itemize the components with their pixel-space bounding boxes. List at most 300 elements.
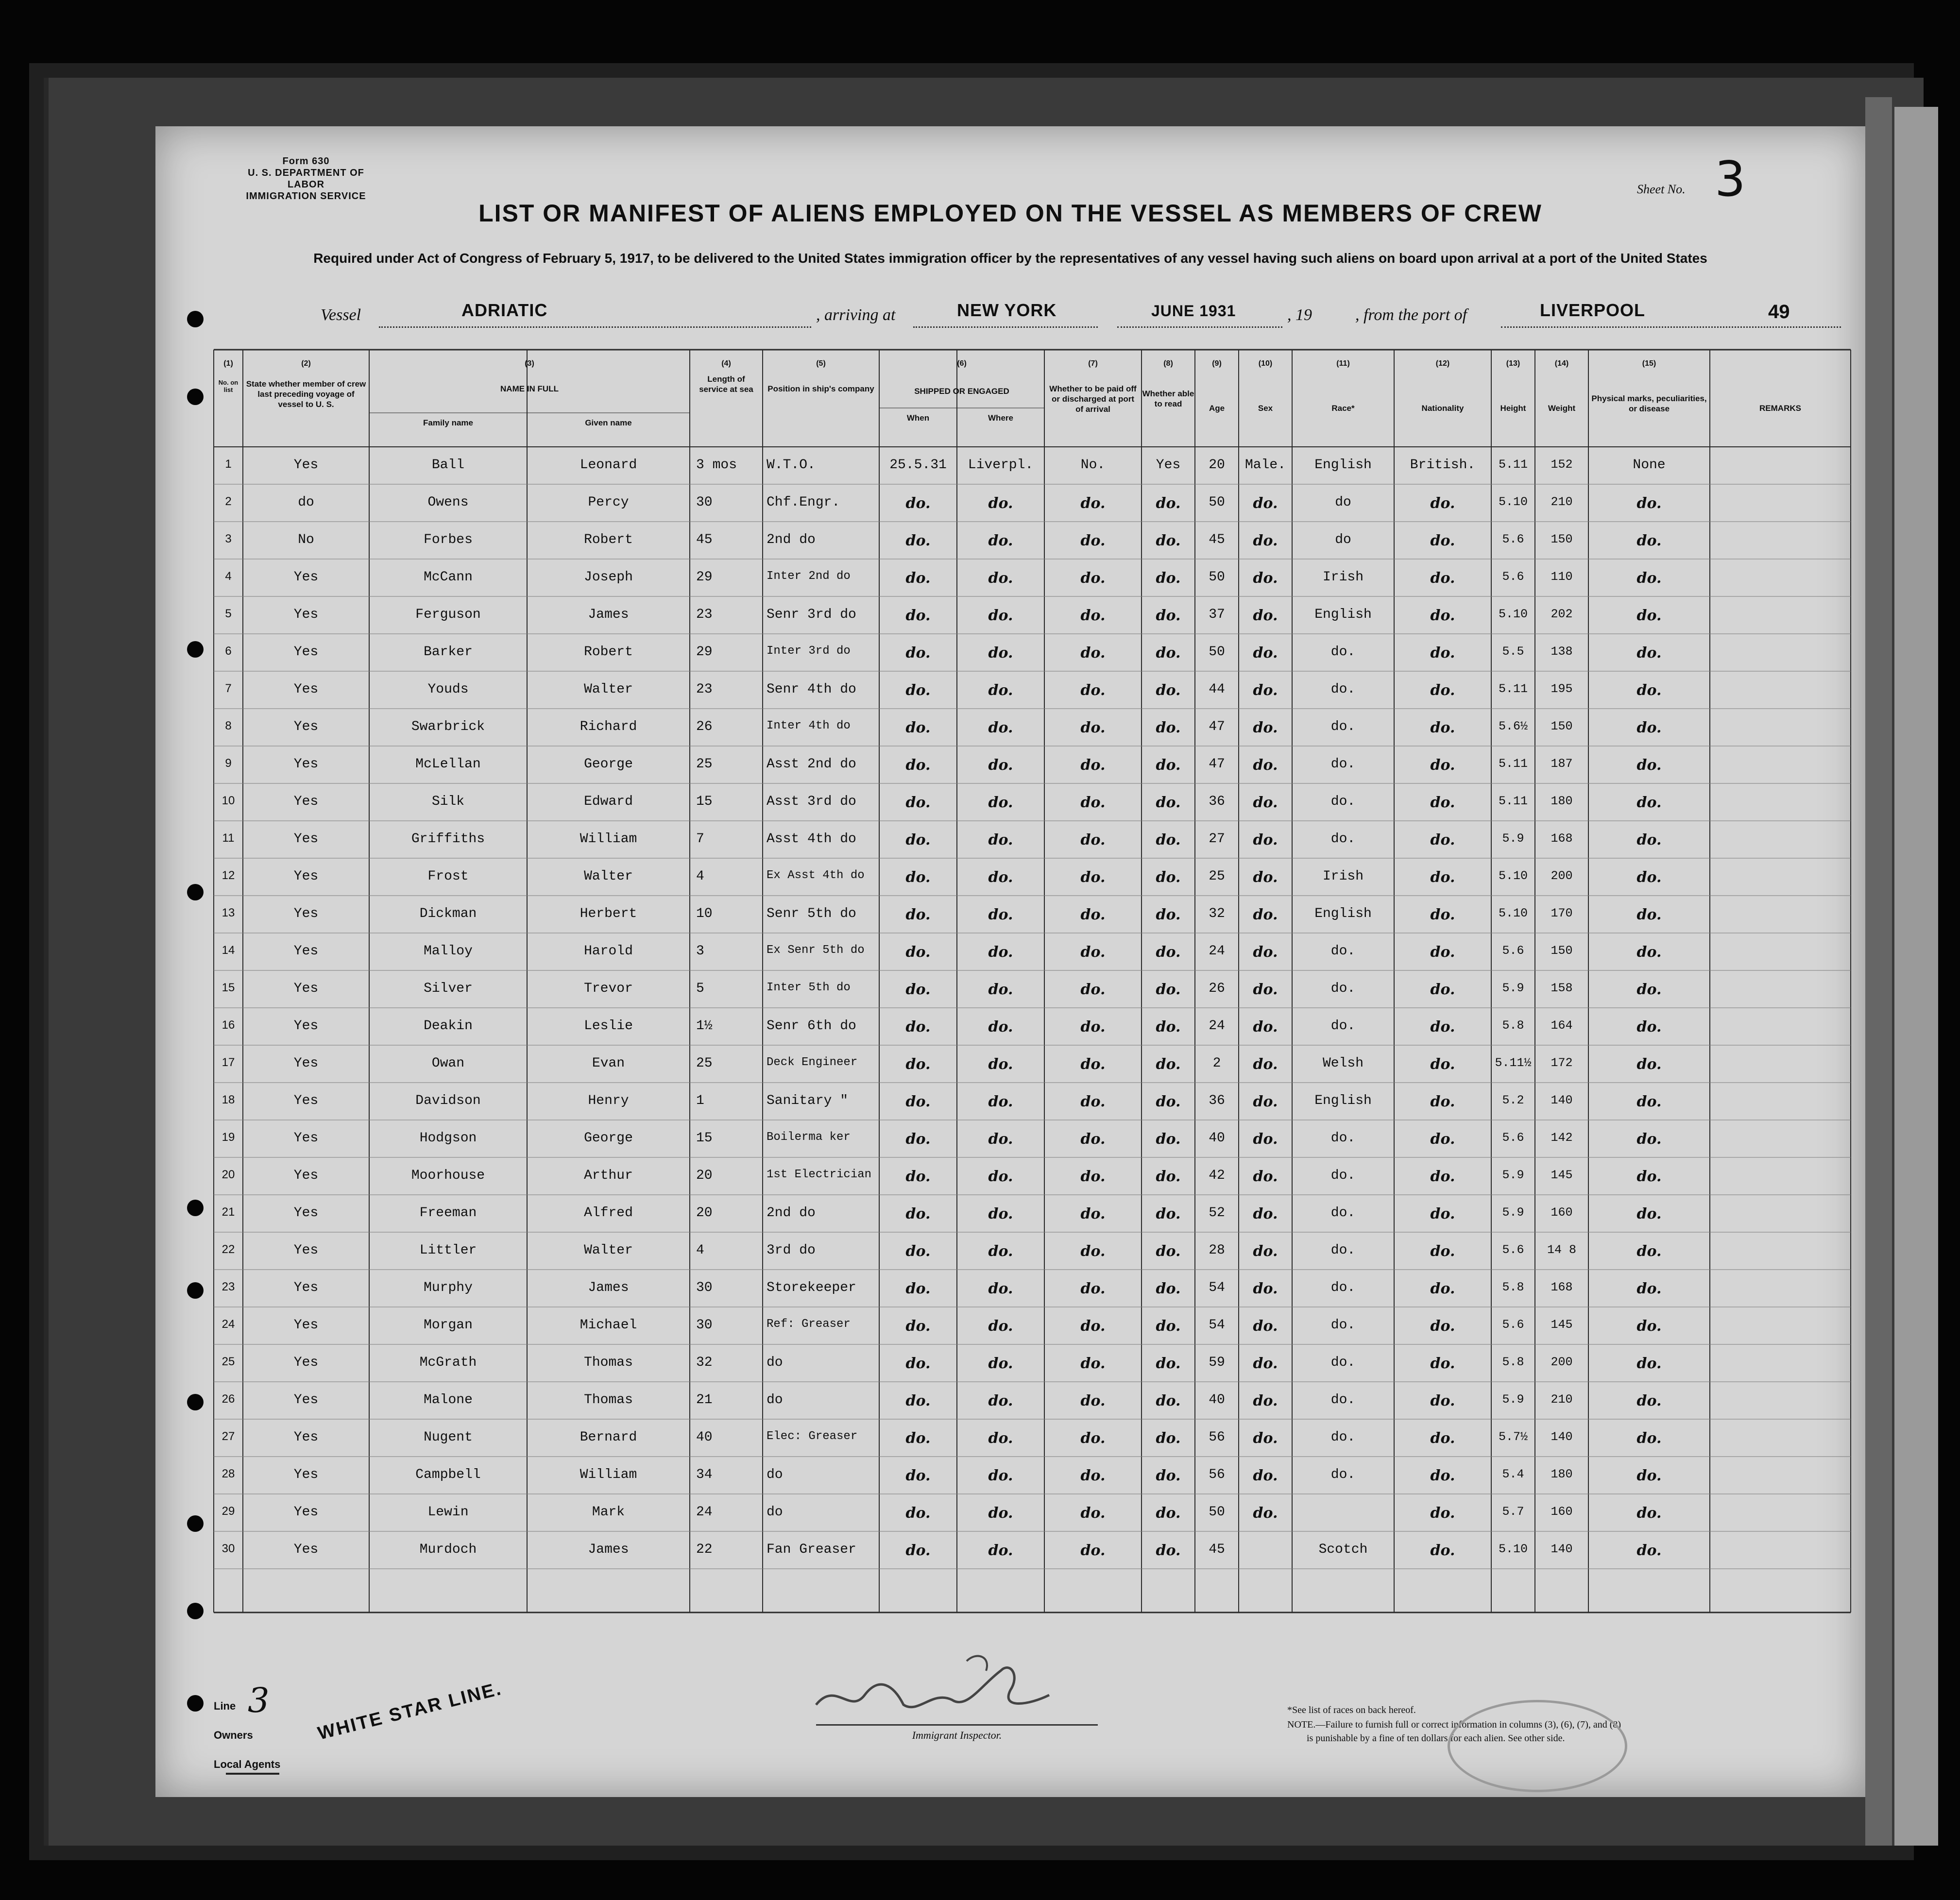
able-to-read-cell: do. (1156, 1093, 1181, 1110)
paid-off-cell: do. (1080, 1205, 1106, 1222)
weight-cell: 150 (1551, 719, 1573, 733)
binding-hole (187, 1282, 204, 1299)
shipped-where-cell: do. (988, 495, 1013, 512)
age-cell: 25 (1209, 869, 1225, 884)
race-cell: do. (1330, 1467, 1356, 1482)
row-number: 22 (222, 1243, 235, 1256)
nationality-cell: do. (1430, 570, 1455, 587)
previous-voyage-cell: Yes (293, 1318, 319, 1333)
position-cell: 2nd do (767, 1205, 816, 1221)
age-cell: 37 (1209, 607, 1225, 622)
paid-off-cell: do. (1080, 645, 1106, 662)
nationality-cell: British. (1410, 458, 1476, 473)
row-number: 3 (225, 532, 232, 545)
previous-voyage-cell: Yes (293, 1205, 319, 1221)
row-number: 28 (222, 1467, 235, 1480)
age-cell: 45 (1209, 532, 1225, 547)
family-name-cell: McLellan (415, 757, 481, 772)
shipped-when-cell: do. (905, 831, 931, 848)
given-name-cell: Bernard (579, 1430, 637, 1445)
shipped-when-cell: do. (905, 906, 931, 923)
vessel-name: ADRIATIC (461, 300, 548, 320)
service-length-cell: 45 (696, 532, 713, 547)
row-number: 9 (225, 757, 232, 770)
shipped-where-cell: do. (988, 1318, 1013, 1335)
family-name-cell: Lewin (427, 1505, 469, 1520)
row-number: 16 (222, 1018, 235, 1032)
sex-cell: do. (1253, 570, 1278, 587)
physical-marks-cell: do. (1636, 1131, 1662, 1148)
arriving-label: , arriving at (816, 306, 896, 324)
weight-cell: 168 (1551, 1280, 1573, 1294)
sex-cell: do. (1253, 532, 1278, 549)
inspector-rule (816, 1724, 1098, 1726)
paid-off-cell: do. (1080, 1280, 1106, 1297)
physical-marks-cell: do. (1636, 570, 1662, 587)
paid-off-cell: do. (1080, 869, 1106, 886)
col-15-number: (15) (1642, 359, 1656, 368)
row-number: 17 (222, 1056, 235, 1069)
row-number: 21 (222, 1205, 235, 1219)
nationality-cell: do. (1430, 757, 1455, 774)
shipped-where-cell: do. (988, 570, 1013, 587)
shipped-when-cell: do. (905, 1168, 931, 1185)
weight-cell: 210 (1551, 495, 1573, 509)
position-cell: Inter 4th do (767, 719, 851, 732)
nationality-cell: do. (1430, 1505, 1455, 1522)
given-name-cell: Richard (579, 719, 637, 734)
owners-label: Owners (214, 1729, 253, 1741)
age-cell: 40 (1209, 1392, 1225, 1408)
row-number: 27 (222, 1430, 235, 1443)
position-cell: 2nd do (767, 532, 816, 547)
sex-cell: do. (1253, 981, 1278, 998)
service-length-cell: 15 (696, 1131, 713, 1146)
weight-cell: 210 (1551, 1392, 1573, 1407)
age-cell: 28 (1209, 1243, 1225, 1258)
able-to-read-cell: do. (1156, 1467, 1181, 1484)
arrival-port: NEW YORK (957, 300, 1057, 320)
sex-cell: do. (1253, 1505, 1278, 1522)
race-cell: do. (1330, 1318, 1356, 1333)
shipped-when-cell: do. (905, 1505, 931, 1522)
arrival-date: JUNE 1931 (1151, 302, 1236, 320)
service-length-cell: 3 (696, 944, 704, 959)
weight-cell: 168 (1551, 831, 1573, 846)
shipped-when-cell: do. (905, 981, 931, 998)
col-1-header: No. on list (218, 379, 239, 393)
page-edge (1894, 107, 1938, 1846)
position-cell: Fan Greaser (767, 1542, 856, 1557)
service-length-cell: 29 (696, 570, 713, 585)
nationality-cell: do. (1430, 944, 1455, 961)
physical-marks-cell: do. (1636, 1093, 1662, 1110)
row-number: 25 (222, 1355, 235, 1368)
able-to-read-cell: do. (1156, 1168, 1181, 1185)
age-cell: 45 (1209, 1542, 1225, 1557)
shipped-when-cell: do. (905, 1018, 931, 1035)
nationality-cell: do. (1430, 1131, 1455, 1148)
race-cell: do. (1330, 1430, 1356, 1445)
given-name-cell: Trevor (584, 981, 633, 996)
service-length-cell: 32 (696, 1355, 713, 1370)
age-cell: 54 (1209, 1318, 1225, 1333)
given-name-cell: Walter (584, 682, 633, 697)
sex-cell: do. (1253, 1131, 1278, 1148)
position-cell: do (767, 1392, 783, 1408)
col-8-number: (8) (1163, 359, 1173, 368)
family-name-cell: Silver (424, 981, 473, 996)
nationality-cell: do. (1430, 869, 1455, 886)
service-length-cell: 1 (696, 1093, 704, 1108)
nationality-cell: do. (1430, 831, 1455, 848)
position-cell: Storekeeper (767, 1280, 856, 1295)
race-cell: do. (1330, 1392, 1356, 1408)
shipped-when-cell: do. (905, 1467, 931, 1484)
col-12-header: Nationality (1421, 404, 1464, 413)
shipped-where-cell: do. (988, 981, 1013, 998)
weight-cell: 152 (1551, 458, 1573, 472)
previous-voyage-cell: Yes (293, 981, 319, 996)
paid-off-cell: do. (1080, 1430, 1106, 1447)
family-name-cell: Malone (424, 1392, 473, 1408)
weight-cell: 140 (1551, 1430, 1573, 1444)
height-cell: 5.2 (1502, 1093, 1524, 1107)
shipped-when-cell: do. (905, 944, 931, 961)
col-10-number: (10) (1258, 359, 1273, 368)
position-cell: do (767, 1355, 783, 1370)
sex-cell: do. (1253, 1243, 1278, 1260)
height-cell: 5.10 (1498, 869, 1528, 883)
able-to-read-cell: do. (1156, 906, 1181, 923)
previous-voyage-cell: Yes (293, 1243, 319, 1258)
paid-off-cell: do. (1080, 831, 1106, 848)
col-3-header: NAME IN FULL (500, 384, 559, 393)
weight-cell: 170 (1551, 906, 1573, 920)
able-to-read-cell: do. (1156, 757, 1181, 774)
age-cell: 54 (1209, 1280, 1225, 1295)
race-cell: English (1314, 1093, 1372, 1108)
paid-off-cell: No. (1080, 458, 1106, 473)
remarks-header: REMARKS (1759, 404, 1801, 413)
height-cell: 5.11 (1498, 757, 1528, 771)
able-to-read-cell: do. (1156, 1056, 1181, 1073)
paid-off-cell: do. (1080, 1243, 1106, 1260)
family-name-cell: Murdoch (419, 1542, 477, 1557)
sex-cell: do. (1253, 607, 1278, 624)
paid-off-cell: do. (1080, 1018, 1106, 1035)
position-cell: do (767, 1505, 783, 1520)
sex-cell: do. (1253, 757, 1278, 774)
height-cell: 5.11 (1498, 682, 1528, 696)
shipped-when-cell: do. (905, 1430, 931, 1447)
document-title: LIST OR MANIFEST OF ALIENS EMPLOYED ON THE VESSEL AS MEMBERS OF CREW (478, 200, 1542, 227)
sex-cell: do. (1253, 1056, 1278, 1073)
given-name-cell: Thomas (584, 1392, 633, 1408)
given-name-cell: Leonard (579, 458, 637, 473)
weight-cell: 164 (1551, 1018, 1573, 1033)
given-name-header: Given name (585, 418, 632, 427)
shipped-when-cell: do. (905, 869, 931, 886)
height-cell: 5.9 (1502, 831, 1524, 846)
position-cell: Deck Engineer (767, 1056, 858, 1069)
row-number: 30 (222, 1542, 235, 1555)
col-3-number: (3) (525, 359, 534, 368)
height-cell: 5.5 (1502, 645, 1524, 659)
sex-cell: do. (1253, 794, 1278, 811)
departure-port: LIVERPOOL (1540, 300, 1646, 320)
position-cell: Ex Senr 5th do (767, 944, 865, 957)
nationality-cell: do. (1430, 981, 1455, 998)
race-cell: Welsh (1322, 1056, 1363, 1071)
weight-cell: 200 (1551, 1355, 1573, 1369)
able-to-read-cell: do. (1156, 1243, 1181, 1260)
service-name: IMMIGRATION SERVICE (246, 191, 366, 202)
nationality-cell: do. (1430, 794, 1455, 811)
age-cell: 52 (1209, 1205, 1225, 1221)
row-number: 14 (222, 944, 235, 957)
shipped-when-cell: do. (905, 1542, 931, 1559)
sex-cell: do. (1253, 906, 1278, 923)
shipped-when-cell: do. (905, 1205, 931, 1222)
previous-voyage-cell: Yes (293, 944, 319, 959)
nationality-cell: do. (1430, 682, 1455, 699)
shipped-when-cell: do. (905, 495, 931, 512)
col-2-header: State whether member of crew last preceding voyage of vessel to U. S. (246, 379, 366, 409)
from-port-dotted-line (1501, 326, 1841, 328)
able-to-read-cell: do. (1156, 682, 1181, 699)
paid-off-cell: do. (1080, 1093, 1106, 1110)
shipped-where-cell: do. (988, 831, 1013, 848)
previous-voyage-cell: Yes (293, 1392, 319, 1408)
physical-marks-cell: do. (1636, 607, 1662, 624)
previous-voyage-cell: Yes (293, 1131, 319, 1146)
position-cell: Elec: Greaser (767, 1430, 858, 1443)
paid-off-cell: do. (1080, 1505, 1106, 1522)
family-name-cell: Silk (431, 794, 465, 809)
sex-cell: do. (1253, 1280, 1278, 1297)
shipped-when-cell: 25.5.31 (889, 458, 947, 473)
race-cell: Irish (1322, 869, 1363, 884)
previous-voyage-cell: Yes (293, 794, 319, 809)
given-name-cell: Henry (588, 1093, 629, 1108)
paid-off-cell: do. (1080, 1168, 1106, 1185)
service-length-cell: 3 mos (696, 458, 737, 473)
sheet-number: 3 (1715, 151, 1746, 207)
nationality-cell: do. (1430, 719, 1455, 736)
given-name-cell: Michael (579, 1318, 637, 1333)
line-label: Line (214, 1700, 236, 1712)
date-dotted-line (1117, 326, 1282, 328)
col-5-header: Position in ship's company (767, 384, 874, 393)
sex-cell: do. (1253, 645, 1278, 662)
height-cell: 5.9 (1502, 1205, 1524, 1220)
position-cell: do (767, 1467, 783, 1482)
col-13-number: (13) (1506, 359, 1520, 368)
position-cell: Ex Asst 4th do (767, 869, 865, 882)
age-cell: 36 (1209, 1093, 1225, 1108)
age-cell: 40 (1209, 1131, 1225, 1146)
family-name-cell: Youds (427, 682, 469, 697)
race-cell: English (1314, 458, 1372, 473)
physical-marks-cell: do. (1636, 1392, 1662, 1409)
service-length-cell: 22 (696, 1542, 713, 1557)
height-cell: 5.6 (1502, 570, 1524, 584)
race-cell: Scotch (1318, 1542, 1368, 1557)
able-to-read-cell: do. (1156, 1355, 1181, 1372)
height-cell: 5.6 (1502, 1243, 1524, 1257)
age-cell: 56 (1209, 1467, 1225, 1482)
line-value: 3 (248, 1680, 270, 1720)
shipped-where-cell: do. (988, 1018, 1013, 1035)
weight-cell: 172 (1551, 1056, 1573, 1070)
paid-off-cell: do. (1080, 757, 1106, 774)
family-name-header: Family name (423, 418, 473, 427)
given-name-cell: Herbert (579, 906, 637, 921)
paid-off-cell: do. (1080, 570, 1106, 587)
height-cell: 5.7 (1502, 1505, 1524, 1519)
physical-marks-cell: do. (1636, 1280, 1662, 1297)
given-name-cell: James (588, 1280, 629, 1295)
given-name-cell: William (579, 831, 637, 847)
nationality-cell: do. (1430, 1205, 1455, 1222)
weight-cell: 145 (1551, 1318, 1573, 1332)
previous-voyage-cell: do (298, 495, 314, 510)
weight-cell: 145 (1551, 1168, 1573, 1182)
age-cell: 50 (1209, 645, 1225, 660)
sex-cell: do. (1253, 1093, 1278, 1110)
local-agents-label: Local Agents (214, 1758, 281, 1770)
given-name-cell: Evan (592, 1056, 625, 1071)
binding-hole (187, 1515, 204, 1532)
position-cell: W.T.O. (767, 458, 816, 473)
service-length-cell: 5 (696, 981, 704, 996)
position-cell: Asst 4th do (767, 831, 856, 847)
service-length-cell: 20 (696, 1205, 713, 1221)
given-name-cell: Walter (584, 869, 633, 884)
weight-cell: 200 (1551, 869, 1573, 883)
binding-hole (187, 641, 204, 658)
service-length-cell: 10 (696, 906, 713, 921)
row-number: 29 (222, 1505, 235, 1518)
physical-marks-cell: None (1633, 458, 1666, 473)
paid-off-cell: do. (1080, 532, 1106, 549)
shipped-where-cell: do. (988, 944, 1013, 961)
shipped-where-cell: do. (988, 1430, 1013, 1447)
department-name: U. S. DEPARTMENT OF LABOR (248, 168, 364, 190)
service-length-cell: 29 (696, 645, 713, 660)
from-port-label: , from the port of (1355, 306, 1467, 324)
shipped-where-cell: do. (988, 1131, 1013, 1148)
shipped-when-cell: do. (905, 1280, 931, 1297)
position-cell: Chf.Engr. (767, 495, 840, 510)
family-name-cell: Ball (431, 458, 465, 473)
age-cell: 50 (1209, 570, 1225, 585)
given-name-cell: Harold (584, 944, 633, 959)
weight-cell: 158 (1551, 981, 1573, 995)
shipped-where-cell: do. (988, 607, 1013, 624)
shipped-when-cell: do. (905, 645, 931, 662)
service-length-cell: 15 (696, 794, 713, 809)
height-cell: 5.4 (1502, 1467, 1524, 1481)
position-cell: Asst 2nd do (767, 757, 856, 772)
position-cell: Senr 3rd do (767, 607, 856, 622)
physical-marks-cell: do. (1636, 1056, 1662, 1073)
height-cell: 5.6 (1502, 532, 1524, 546)
binding-hole (187, 1695, 204, 1712)
age-cell: 56 (1209, 1430, 1225, 1445)
given-name-cell: Mark (592, 1505, 625, 1520)
weight-cell: 110 (1551, 570, 1573, 584)
family-name-cell: Hodgson (419, 1131, 477, 1146)
shipped-where-cell: do. (988, 682, 1013, 699)
row-number: 12 (222, 869, 235, 882)
col-11-number: (11) (1336, 359, 1350, 368)
shipped-where-cell: do. (988, 757, 1013, 774)
race-cell: do. (1330, 981, 1356, 996)
races-note: *See list of races on back hereof. (1287, 1705, 1416, 1715)
previous-voyage-cell: Yes (293, 1505, 319, 1520)
row-number: 20 (222, 1168, 235, 1181)
nationality-cell: do. (1430, 1093, 1455, 1110)
height-cell: 5.9 (1502, 1168, 1524, 1182)
paid-off-cell: do. (1080, 1467, 1106, 1484)
position-cell: Inter 5th do (767, 981, 851, 994)
previous-voyage-cell: Yes (293, 645, 319, 660)
previous-voyage-cell: Yes (293, 570, 319, 585)
given-name-cell: George (584, 1131, 633, 1146)
able-to-read-cell: Yes (1156, 458, 1181, 473)
service-length-cell: 26 (696, 719, 713, 734)
physical-marks-cell: do. (1636, 944, 1662, 961)
shipped-where-cell: do. (988, 645, 1013, 662)
service-length-cell: 24 (696, 1505, 713, 1520)
col-1-number: (1) (223, 359, 233, 368)
able-to-read-cell: do. (1156, 607, 1181, 624)
nationality-cell: do. (1430, 1168, 1455, 1185)
vessel-label: Vessel (321, 306, 361, 324)
given-name-cell: Thomas (584, 1355, 633, 1370)
previous-voyage-cell: Yes (293, 1542, 319, 1557)
height-cell: 5.10 (1498, 906, 1528, 920)
race-cell: do (1335, 495, 1351, 510)
family-name-cell: Deakin (424, 1018, 473, 1034)
able-to-read-cell: do. (1156, 981, 1181, 998)
previous-voyage-cell: Yes (293, 1280, 319, 1295)
shipped-where-cell: do. (988, 532, 1013, 549)
nationality-cell: do. (1430, 1243, 1455, 1260)
col-10-header: Sex (1258, 404, 1273, 413)
shipped-where-cell: do. (988, 1056, 1013, 1073)
service-length-cell: 30 (696, 1318, 713, 1333)
height-cell: 5.11½ (1495, 1056, 1532, 1070)
physical-marks-cell: do. (1636, 869, 1662, 886)
sex-cell: do. (1253, 495, 1278, 512)
race-cell: Irish (1322, 570, 1363, 585)
given-name-cell: Arthur (584, 1168, 633, 1183)
paid-off-cell: do. (1080, 1131, 1106, 1148)
race-cell: English (1314, 607, 1372, 622)
weight-cell: 140 (1551, 1542, 1573, 1556)
height-cell: 5.6 (1502, 1131, 1524, 1145)
nationality-cell: do. (1430, 1392, 1455, 1409)
row-number: 13 (222, 906, 235, 919)
family-name-cell: Griffiths (411, 831, 485, 847)
able-to-read-cell: do. (1156, 1131, 1181, 1148)
physical-marks-cell: do. (1636, 645, 1662, 662)
shipped-when-cell: do. (905, 1056, 931, 1073)
race-cell: do (1335, 532, 1351, 547)
